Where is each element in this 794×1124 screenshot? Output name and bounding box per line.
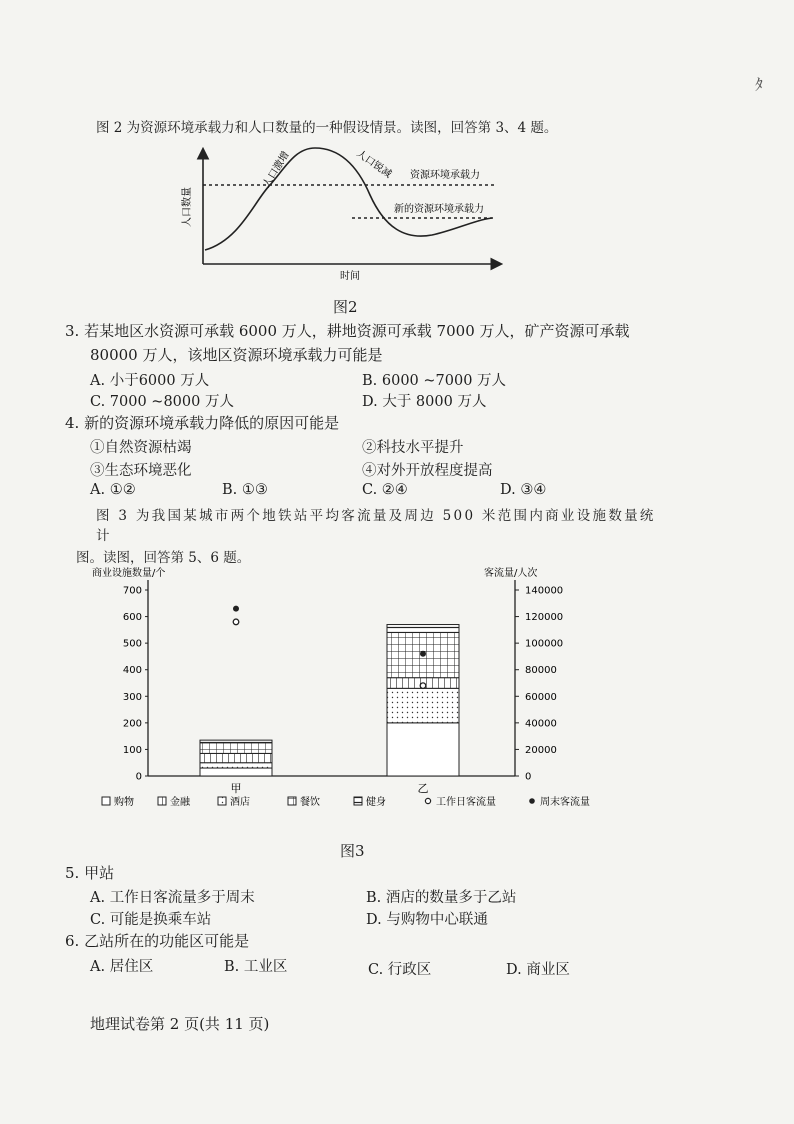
- fig2-population-curve: [205, 148, 492, 250]
- fig3-legend: [102, 795, 590, 808]
- q5-option-b: B. 酒店的数量多于乙站: [366, 890, 517, 906]
- fig2-intro: 图 2 为资源环境承载力和人口数量的一种假设情景。读图，回答第 3、4 题。: [96, 120, 558, 136]
- q6-option-b: B. 工业区: [224, 959, 288, 975]
- q5-option-d: D. 与购物中心联通: [366, 912, 488, 928]
- fig2-diagram: [170, 140, 530, 285]
- fig3-intro: [76, 506, 656, 568]
- q4-item-3: ③生态环境恶化: [90, 463, 192, 479]
- y2-tick-label: 120000: [525, 612, 564, 624]
- bar-segment-shop-jia: [200, 768, 272, 776]
- fig2-label-new-capacity: 新的资源环境承载力: [394, 204, 484, 215]
- bar-segment-shop-yi: [387, 723, 459, 776]
- q4-item-1: ①自然资源枯竭: [90, 440, 192, 456]
- bar-segment-gym-yi: [387, 625, 459, 633]
- fig2-label-fall: 人口锐减: [354, 148, 394, 181]
- q3-option-d: D. 大于 8000 万人: [362, 394, 487, 410]
- fig2-caption: 图2: [333, 298, 358, 316]
- bar-segment-finance-jia: [200, 753, 272, 762]
- q3-line1: 3. 若某地区水资源可承载 6000 万人，耕地资源可承载 7000 万人，矿产资源可承载: [65, 322, 630, 340]
- legend-label-shop: 购物: [114, 797, 134, 808]
- fig2-ylabel: 人口数量: [182, 187, 193, 227]
- y2-tick-label: 20000: [525, 744, 557, 756]
- fig3-y2label: 客流量/人次: [484, 568, 538, 579]
- bar-segment-food-jia: [200, 743, 272, 754]
- legend-swatch-hotel: [218, 797, 226, 805]
- bar-segment-hotel-yi: [387, 688, 459, 723]
- fig3-category-jia: 甲: [230, 782, 242, 795]
- bar-segment-gym-jia: [200, 740, 272, 743]
- y-tick-label: 100: [122, 744, 142, 756]
- y-tick-label: 500: [122, 638, 142, 650]
- q5-option-c: C. 可能是换乘车站: [90, 912, 212, 928]
- q4-stem: 4. 新的资源环境承载力降低的原因可能是: [65, 414, 340, 432]
- fig3-ylabel: 商业设施数量/个: [92, 568, 166, 579]
- y2-tick-label: 0: [525, 771, 532, 783]
- y2-tick-label: 60000: [525, 691, 557, 703]
- q4-option-a: A. ①②: [90, 482, 136, 498]
- q4-item-4: ④对外开放程度提高: [362, 463, 493, 479]
- q6-option-d: D. 商业区: [506, 962, 570, 978]
- bar-segment-hotel-jia: [200, 763, 272, 768]
- q4-option-b: B. ①③: [222, 482, 268, 498]
- legend-swatch-food: [288, 797, 296, 805]
- legend-label-hotel: 酒店: [230, 797, 250, 808]
- legend-swatch-shop: [102, 797, 110, 805]
- legend-label-weekday: 工作日客流量: [436, 797, 496, 808]
- y2-tick-label: 140000: [525, 585, 564, 597]
- y-tick-label: 400: [122, 665, 142, 677]
- point-weekend-yi: [420, 651, 426, 657]
- legend-marker-weekday: [425, 798, 430, 803]
- q3-option-c: C. 7000 ~8000 万人: [90, 394, 234, 410]
- legend-swatch-gym: [354, 797, 362, 805]
- legend-label-gym: 健身: [366, 797, 386, 808]
- page-footer: 地理试卷第 2 页(共 11 页): [90, 1015, 270, 1033]
- fig2-xlabel: 时间: [340, 271, 360, 282]
- fig3-intro-line1: 图 3 为我国某城市两个地铁站平均客流量及周边 500 米范围内商业设施数量统计: [96, 508, 656, 544]
- legend-marker-weekend: [529, 798, 535, 804]
- q3-option-a: A. 小于6000 万人: [90, 373, 210, 389]
- y-tick-label: 0: [135, 771, 142, 783]
- fig2-label-capacity: 资源环境承载力: [410, 170, 480, 181]
- legend-swatch-finance: [158, 797, 166, 805]
- q6-stem: 6. 乙站所在的功能区可能是: [65, 932, 250, 950]
- fig3-category-yi: 乙: [417, 782, 429, 795]
- y2-tick-label: 80000: [525, 665, 557, 677]
- q3-option-b: B. 6000 ~7000 万人: [362, 373, 507, 389]
- fig3-caption: 图3: [340, 842, 365, 860]
- y2-tick-label: 40000: [525, 718, 557, 730]
- legend-label-food: 餐饮: [300, 797, 320, 808]
- y-tick-label: 600: [122, 612, 142, 624]
- legend-label-finance: 金融: [170, 797, 190, 808]
- y-tick-label: 200: [122, 718, 142, 730]
- q6-option-a: A. 居住区: [90, 959, 154, 975]
- q4-option-d: D. ③④: [500, 482, 547, 498]
- point-weekend-jia: [233, 606, 239, 612]
- q5-stem: 5. 甲站: [65, 864, 115, 882]
- q4-option-c: C. ②④: [362, 482, 408, 498]
- q3-line2: 80000 万人，该地区资源环境承载力可能是: [90, 346, 383, 364]
- fig2-label-rise: 人口激增: [261, 149, 292, 190]
- q5-option-a: A. 工作日客流量多于周末: [90, 890, 255, 906]
- q4-item-2: ②科技水平提升: [362, 440, 464, 456]
- point-weekday-yi: [420, 683, 426, 689]
- q6-option-c: C. 行政区: [368, 962, 432, 978]
- fig3-intro-line2: 图。读图，回答第 5、6 题。: [76, 550, 251, 566]
- point-weekday-jia: [233, 619, 239, 625]
- y-tick-label: 700: [122, 585, 142, 597]
- fig3-chart: [90, 560, 650, 820]
- y-tick-label: 300: [122, 691, 142, 703]
- page-edge-mark: ﾀ: [755, 75, 764, 94]
- y2-tick-label: 100000: [525, 638, 564, 650]
- legend-label-weekend: 周末客流量: [540, 797, 590, 808]
